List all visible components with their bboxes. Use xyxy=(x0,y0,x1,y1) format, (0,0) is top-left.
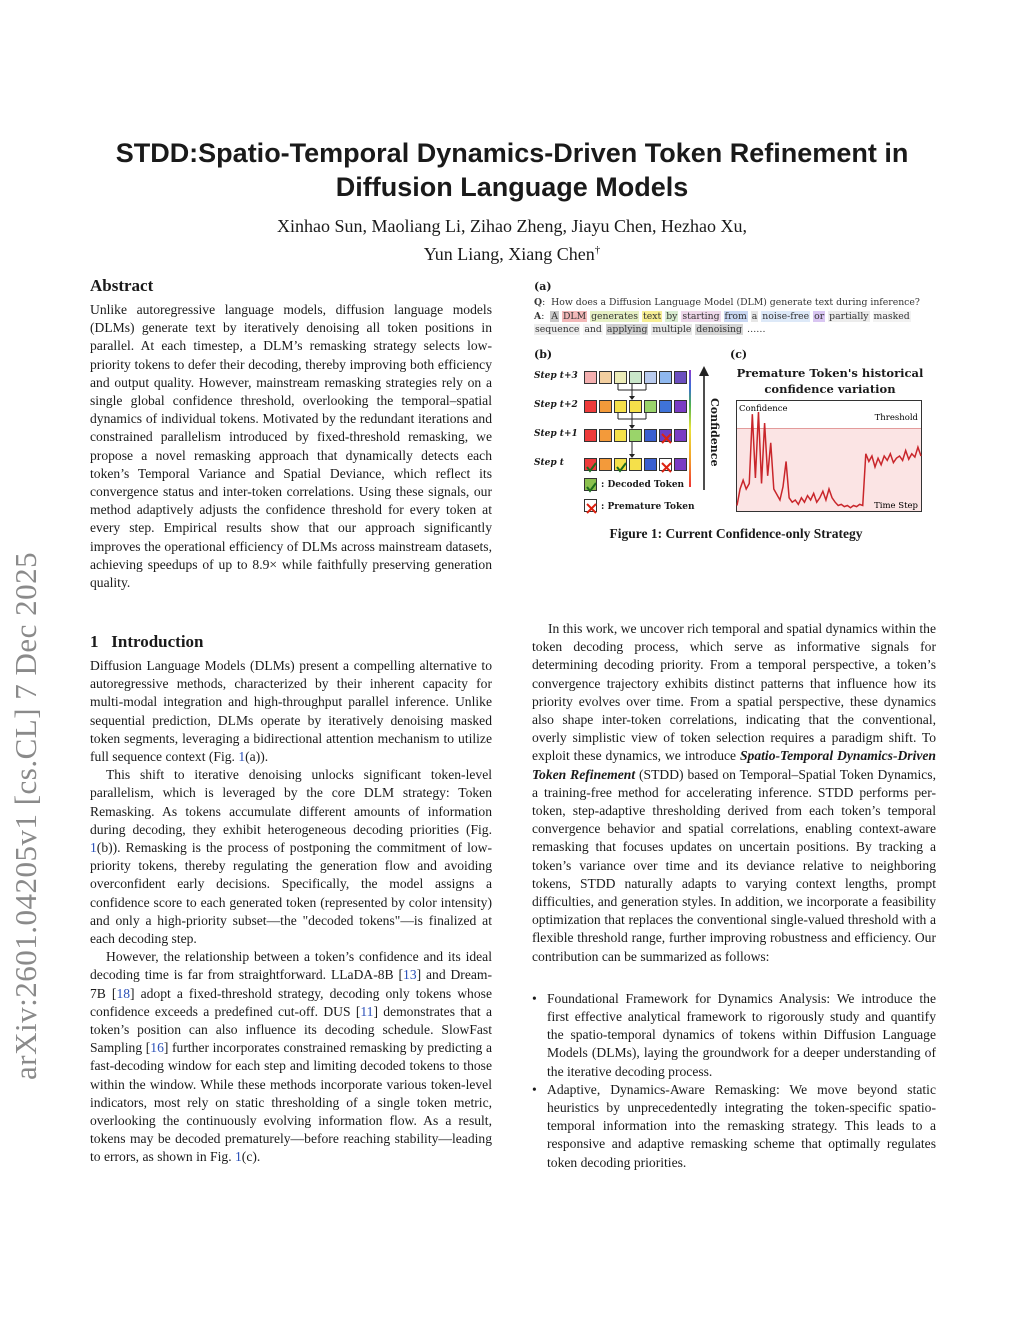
intro-paragraph-2: This shift to iterative denoising unlocks significant token-level parallelism, which is leveraged by the core DLM strategy: Token Remasking. As tokens accumulate different amounts of information during decoding, they exhibit heterogeneous decoding priorities (Fig. 1(b)). Remasking is the process of postponing the commitment of low-priority tokens, thereby regulating the generation flow and avoiding overconfident early decisions. Specifically, the model assigns a confidence score to each generated token (represented by color intensity) and only a high-priority subset—the "decoded tokens"—is finalized at each decoding step. xyxy=(90,767,492,947)
citation-link[interactable]: 18 xyxy=(116,985,131,1001)
intro-heading: 1 Introduction xyxy=(90,632,204,651)
chart-threshold-label: Threshold xyxy=(874,413,918,423)
answer-token: applying xyxy=(606,324,648,335)
confidence-chart xyxy=(736,400,922,512)
list-item: • Foundational Framework for Dynamics Analysis: We introduce the first effective analytical framework to rigorously study and quantify the spatio-temporal dynamics of tokens within Diffusion Language Models (DLMs), laying the groundwork for a deeper understanding of the iterative decoding process. xyxy=(532,990,936,1081)
contribution-paragraph: In this work, we uncover rich temporal and spatial dynamics within the token decoding process, which serve as informative signals for determining decoding priority. From a temporal perspective, a token’s convergence trajectory exhibits distinct patterns that influence how its priority evolves over time. From a spatial perspective, these dynamics also shape inter-token correlations, indicating that the conventional, overly simplistic view of token selection requires a paradigm shift. To exploit these dynamics, we introduce Spatio-Temporal Dynamics-Driven Token Refinement (STDD) based on Temporal–Spatial Token Dynamics, a training-free method for accelerating inference. STDD performs per-token, step-adaptive thresholding derived from each token’s temporal convergence behavior and spatial correlations, enabling context-aware remasking that focuses updates on uncertain positions. By tracking a token’s variance over time and its deviance relative to neighboring tokens, STDD naturally adapts to varying context lengths, prompt difficulties, and generation styles. In addition, we incorporate a feasibility optimization that replaces the conventional single-valued threshold with a flexible threshold range, further improving robustness and efficiency. Our contribution can be summarized as follows: xyxy=(532,621,936,964)
contribution-list xyxy=(532,990,936,1172)
citation-link[interactable]: 16 xyxy=(150,1040,164,1056)
answer-token: noise-free xyxy=(762,310,810,322)
answer-token: starting xyxy=(682,310,720,322)
figure-label-a: (a) xyxy=(534,280,552,293)
figure-qa-text: Q: How does a Diffusion Language Model (DLM) generate text during inference? A: A DLM generates text by starting from a noise-free or partially masked sequence and applying multiple denoising …… xyxy=(534,297,920,335)
abstract-heading: Abstract xyxy=(90,276,154,295)
answer-token: or xyxy=(814,310,825,322)
citation-link[interactable]: 13 xyxy=(403,967,417,983)
citation-link[interactable]: 11 xyxy=(360,1003,374,1019)
step-label: Step t+1 xyxy=(534,429,578,439)
answer-token: a xyxy=(751,310,758,322)
answer-token: from xyxy=(724,310,747,322)
below-threshold-region xyxy=(737,429,921,512)
abstract-text: Unlike autoregressive language models, diffusion language models (DLMs) generate text by iteratively denoising all token positions in parallel. At each timestep, a DLM’s remasking strategy selects low-priority tokens to defer their decoding, thereby improving both efficiency and output quality. However, mainstream remasking strategies rely on a single global confidence threshold, overlooking the temporal–spatial dynamics of individual tokens. Motivated by the redundant iterations and constrained parallelism introduced by fixed-threshold remasking, we propose a novel remasking approach that dynamically detects each token’s Temporal Variance and Spatial Deviance, which reflect its convergence status and inter-token correlations. Using these signals, our method adaptively adjusts the confidence threshold for every token at every step. Empirical results show that our approach significantly improves the operational efficiency of DLMs across mainstream datasets, achieving speedups of up to 8.9× while faithfully preserving generation quality. xyxy=(90,302,492,591)
legend-decoded: : Decoded Token xyxy=(601,480,685,490)
answer-token: partially xyxy=(829,310,869,322)
figure-label-b: (b) xyxy=(534,348,553,361)
figure-1 xyxy=(534,280,938,550)
step-label: Step t+2 xyxy=(534,400,578,410)
chart-xlabel: Time Step xyxy=(874,501,918,511)
answer-token: masked xyxy=(873,310,910,322)
intro-paragraph-3: However, the relationship between a token’s confidence and its ideal decoding time is far from straightforward. LLaDA-8B [13] and Dream-7B [18] adopt a fixed-threshold strategy, decoding only tokens whose confidence exceeds a predefined cut-off. DUS [11] demonstrates that a token’s position can also influence its decoding schedule. SlowFast Sampling [16] further incorporates constrained remasking by predicting a fast-decoding window for each step and limiting decoded tokens to those within the window. While these methods incorporate various token-level indicators, most rely on static thresholding of a single token metric, overlooking the continuously evolving information flow. As a result, tokens may be decoded prematurely—before reaching stability—leading to errors, as shown in Fig. 1(c). xyxy=(90,949,493,1165)
step-label: Step t xyxy=(534,458,564,468)
figure-label-c: (c) xyxy=(730,348,748,361)
answer-token: DLM xyxy=(562,310,587,322)
chart-title: Premature Token's historical confidence variation xyxy=(736,366,924,396)
answer-token: multiple xyxy=(652,324,692,335)
confidence-gradient-bar xyxy=(689,370,691,487)
list-item: • Adaptive, Dynamics-Aware Remasking: We move beyond static heuristics by unprecedentedly integrating the token-specific spatio-temporal information into the remasking strategy. This leads to a responsive and adaptive remasking scheme that optimally regulates token decoding priorities. xyxy=(532,1081,936,1172)
step-arrows xyxy=(618,384,646,454)
chart-ylabel: Confidence xyxy=(739,404,788,414)
answer-token: sequence xyxy=(535,324,580,335)
answer-token: A xyxy=(551,310,558,322)
answer-token: denoising xyxy=(696,324,742,335)
intro-paragraph-1: Diffusion Language Models (DLMs) present a compelling alternative to autoregressive methods, characterized by their inherent capacity for multi-modal integration and high-throughput parallel inference. Unlike sequential prediction, DLMs operate by iteratively denoising masked token segments, leveraging a bidirectional attention mechanism to utilize full sequence context (Fig. 1(a)). xyxy=(90,658,492,765)
answer-token: generates xyxy=(591,310,639,322)
figure-caption: Figure 1: Current Confidence-only Strategy xyxy=(609,526,863,541)
check-icon xyxy=(584,478,597,491)
confidence-arrowhead xyxy=(699,366,709,376)
answer-token: by xyxy=(666,310,678,322)
step-label: Step t+3 xyxy=(534,371,578,381)
intro-left-column xyxy=(90,657,492,1167)
confidence-axis-label: Confidence xyxy=(708,398,721,467)
paper-title: STDD:Spatio-Temporal Dynamics-Driven Token Refinement in Diffusion Language Models xyxy=(115,138,909,202)
answer-token: text xyxy=(643,310,662,322)
intro-right-column xyxy=(532,620,936,1172)
author-list: Xinhao Sun, Maoliang Li, Zihao Zheng, Jiayu Chen, Hezhao Xu, Yun Liang, Xiang Chen† xyxy=(277,216,747,264)
answer-token: …… xyxy=(746,324,766,335)
cross-icon xyxy=(584,499,597,512)
legend-premature: : Premature Token xyxy=(601,502,695,512)
answer-token: and xyxy=(584,324,602,335)
